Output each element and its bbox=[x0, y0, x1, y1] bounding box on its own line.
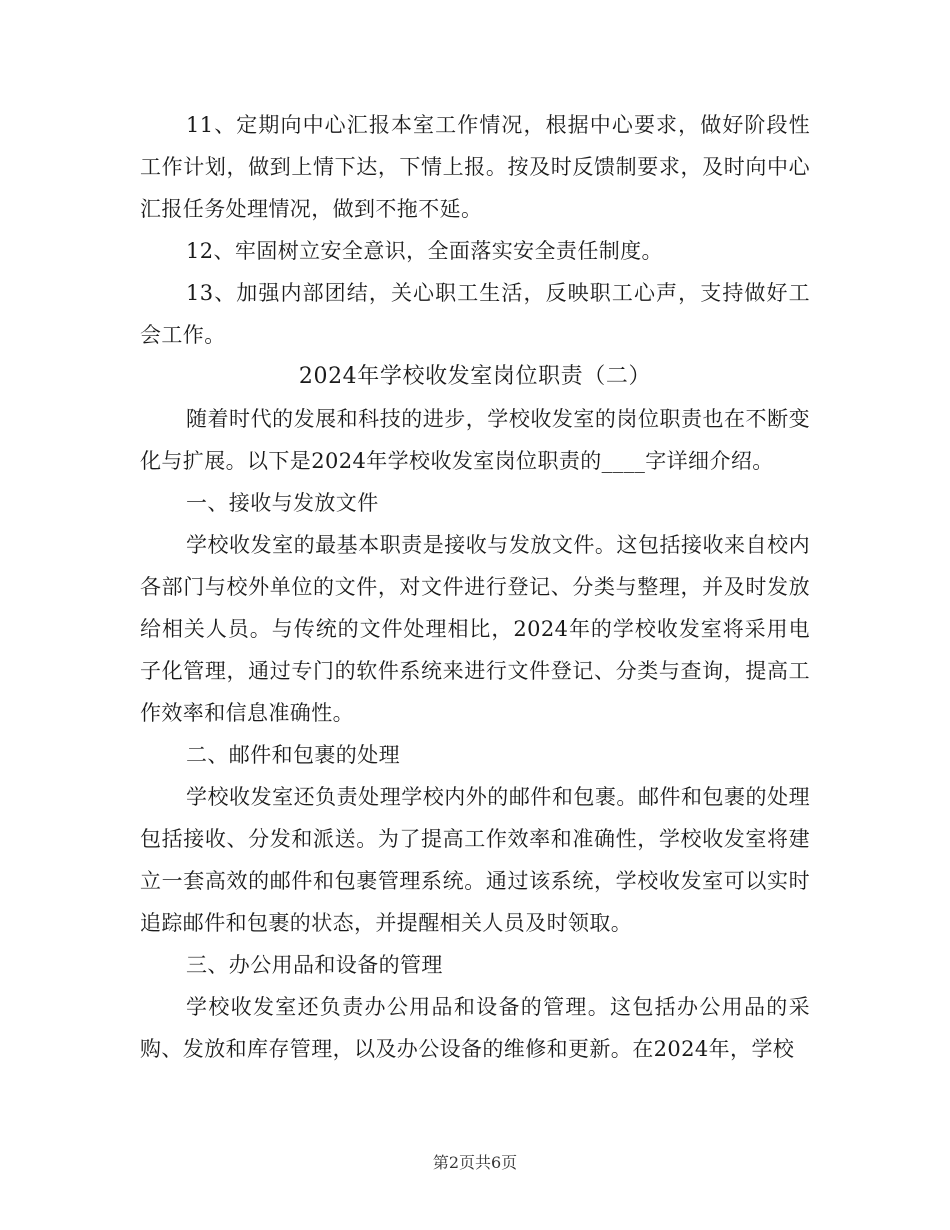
page-footer: 第2页共6页 bbox=[432, 1153, 518, 1172]
heading-receive-distribute-files: 一、接收与发放文件 bbox=[186, 491, 379, 515]
heading-office-supplies: 三、办公用品和设备的管理 bbox=[186, 953, 443, 977]
heading-mail-parcels: 二、邮件和包裹的处理 bbox=[186, 743, 400, 767]
document-body bbox=[140, 104, 810, 1070]
body-office-supplies: 学校收发室还负责办公用品和设备的管理。这包括办公用品的采购、发放和库存管理，以及办公设备的维修和更新。在2024年，学校 bbox=[140, 995, 810, 1061]
section-title: 2024年学校收发室岗位职责（二） bbox=[298, 364, 652, 389]
paragraph-item-13: 13、加强内部团结，关心职工生活，反映职工心声，支持做好工会工作。 bbox=[140, 281, 810, 347]
paragraph-item-11: 11、定期向中心汇报本室工作情况，根据中心要求，做好阶段性工作计划，做到上情下达，下情上报。按及时反馈制要求，及时向中心汇报任务处理情况，做到不拖不延。 bbox=[140, 113, 810, 221]
body-receive-distribute-files: 学校收发室的最基本职责是接收与发放文件。这包括接收来自校内各部门与校外单位的文件，对文件进行登记、分类与整理，并及时发放给相关人员。与传统的文件处理相比，2024年的学校收发室将采用电子化管理，通过专门的软件系统来进行文件登记、分类与查询，提高工作效率和信息准确性。 bbox=[140, 533, 810, 725]
intro-paragraph: 随着时代的发展和科技的进步，学校收发室的岗位职责也在不断变化与扩展。以下是2024年学校收发室岗位职责的____字详细介绍。 bbox=[140, 407, 810, 473]
paragraph-item-12: 12、牢固树立安全意识，全面落实安全责任制度。 bbox=[186, 239, 663, 263]
body-mail-parcels: 学校收发室还负责处理学校内外的邮件和包裹。邮件和包裹的处理包括接收、分发和派送。为了提高工作效率和准确性，学校收发室将建立一套高效的邮件和包裹管理系统。通过该系统，学校收发室可以实时追踪邮件和包裹的状态，并提醒相关人员及时领取。 bbox=[140, 785, 810, 935]
